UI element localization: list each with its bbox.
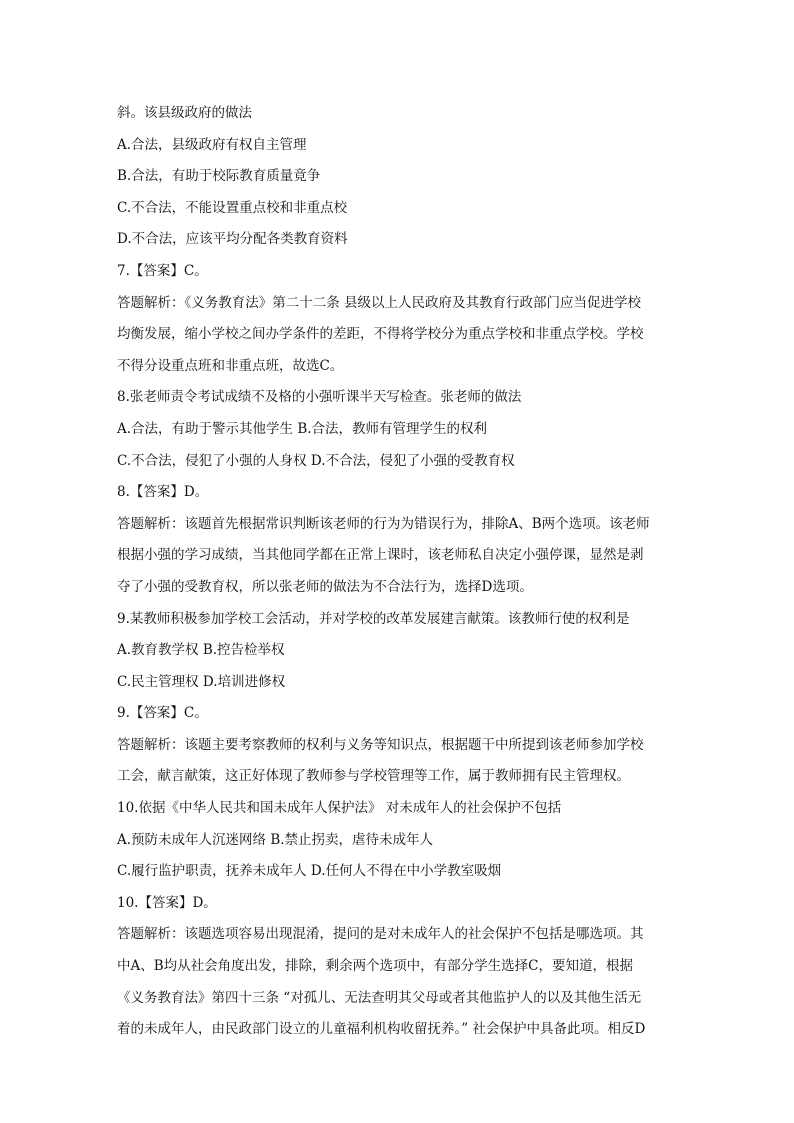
text-line-options-8-ab: A.合法，有助于警示其他学生 B.合法，教师有管理学生的权利 [117,420,488,437]
text-line-options-8-cd: C.不合法，侵犯了小强的人身权 D.不合法，侵犯了小强的受教育权 [117,452,515,469]
document-page [117,98,677,1046]
text-line-explanation-7-1: 答题解析：《义务教育法》第二十二条 县级以上人民政府及其教育行政部门应当促进学校 [117,294,642,311]
text-line-explanation-8-2: 根据小强的学习成绩，当其他同学都在正常上课时，该老师私自决定小强停课，显然是剥 [117,547,644,564]
text-line-explanation-8-1: 答题解析：该题首先根据常识判断该老师的行为为错误行为，排除A、B两个选项。该老师 [117,515,650,532]
text-line-explanation-8-3: 夺了小强的受教育权，所以张老师的做法为不合法行为，选择D选项。 [117,578,533,595]
text-line-option-d: D.不合法，应该平均分配各类教育资料 [117,231,348,248]
text-line-question-8: 8.张老师责令考试成绩不及格的小强听课半天写检查。张老师的做法 [117,389,522,406]
text-line-explanation-9-2: 工会，献言献策，这正好体现了教师参与学校管理等工作，属于教师拥有民主管理权。 [117,768,630,785]
text-line-option-c: C.不合法，不能设置重点校和非重点校 [117,199,348,216]
text-line-explanation-7-3: 不得分设重点班和非重点班，故选C。 [117,357,344,374]
text-line-options-10-ab: A.预防未成年人沉迷网络 B.禁止拐卖，虐待未成年人 [117,831,434,848]
text-line-options-10-cd: C.履行监护职责，抚养未成年人 D.任何人不得在中小学教室吸烟 [117,863,502,880]
text-line-question-10: 10.依据《中华人民共和国未成年人保护法》 对未成年人的社会保护不包括 [117,800,562,817]
text-line-option-a: A.合法，县级政府有权自主管理 [117,136,307,153]
text-line-options-9-ab: A.教育教学权 B.控告检举权 [117,642,285,659]
text-line-options-9-cd: C.民主管理权 D.培训进修权 [117,673,286,690]
text-line-explanation-10-2: 中A、B均从社会角度出发，排除，剩余两个选项中，有部分学生选择C，要知道，根据 [117,958,633,975]
text-line-answer-9: 9.【答案】C。 [117,705,208,722]
text-line-answer-10: 10.【答案】D。 [117,894,217,911]
text-line-answer-7: 7.【答案】C。 [117,262,208,279]
text-line-explanation-10-3: 《义务教育法》第四十三条 “对孤儿、无法查明其父母或者其他监护人的以及其他生活无 [117,989,642,1006]
text-line-explanation-7-2: 均衡发展，缩小学校之间办学条件的差距，不得将学校分为重点学校和非重点学校。学校 [117,326,644,343]
text-line-explanation-9-1: 答题解析：该题主要考察教师的权利与义务等知识点，根据题干中所提到该老师参加学校 [117,736,644,753]
text-line-option-b: B.合法，有助于校际教育质量竟争 [117,168,321,185]
text-line-question-6-stem-end: 斜。该县级政府的做法 [117,105,252,121]
text-line-answer-8: 8.【答案】D。 [117,484,209,501]
text-line-explanation-10-1: 答题解析：该题选项容易出现混淆，提问的是对未成年人的社会保护不包括是哪选项。其 [117,926,644,943]
text-line-question-9: 9.某教师积极参加学校工会活动，并对学校的改革发展建言献策。该教师行使的权利是 [117,610,630,627]
text-line-explanation-10-4: 着的未成年人，由民政部门设立的儿童福利机构收留抚养。” 社会保护中具备此项。相反D [117,1021,646,1038]
